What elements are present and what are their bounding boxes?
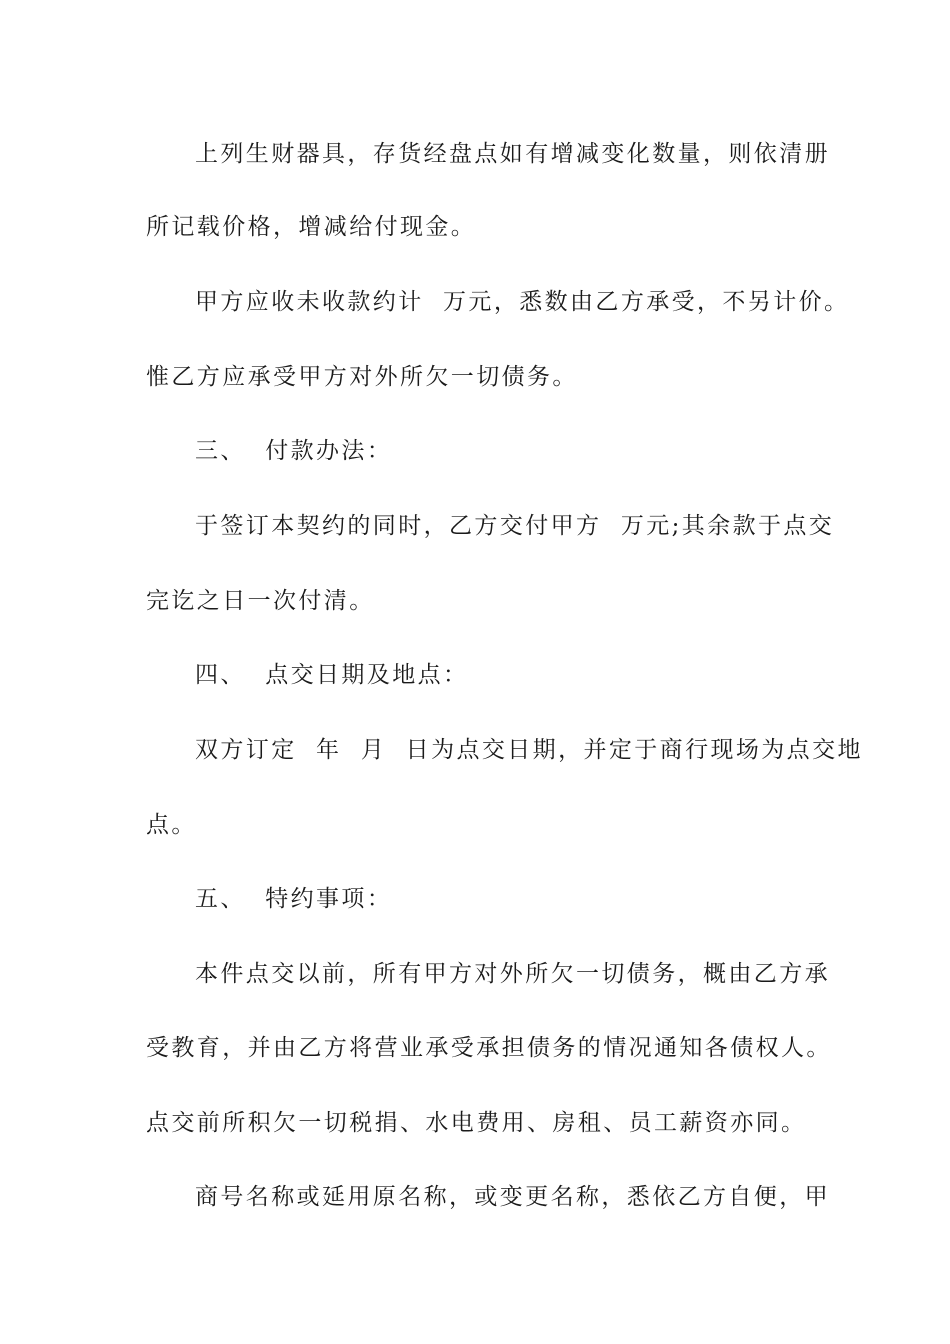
- section-heading-delivery: 四、 点交日期及地点：: [195, 662, 469, 688]
- paragraph-line: 点交前所积欠一切税捐、水电费用、房租、员工薪资亦同。: [146, 1110, 807, 1136]
- paragraph-line: 双方订定 年 月 日为点交日期，并定于商行现场为点交地: [195, 737, 863, 763]
- section-heading-special-terms: 五、 特约事项：: [195, 886, 393, 912]
- paragraph-line: 于签订本契约的同时，乙方交付甲方 万元;其余款于点交: [195, 513, 835, 539]
- paragraph-line: 受教育，并由乙方将营业承受承担债务的情况通知各债权人。: [146, 1035, 832, 1061]
- paragraph-line: 商号名称或延用原名称，或变更名称，悉依乙方自便，甲: [195, 1184, 830, 1210]
- paragraph-line: 所记载价格，增减给付现金。: [146, 214, 477, 240]
- paragraph-line: 本件点交以前，所有甲方对外所欠一切债务，概由乙方承: [195, 961, 830, 987]
- paragraph-line: 上列生财器具，存货经盘点如有增减变化数量，则依清册: [195, 141, 830, 167]
- paragraph-line: 完讫之日一次付清。: [146, 588, 375, 614]
- paragraph-line: 点。: [146, 812, 197, 838]
- paragraph-line: 甲方应收未收款约计 万元，悉数由乙方承受，不另计价。: [195, 289, 850, 315]
- section-heading-payment: 三、 付款办法：: [195, 438, 393, 464]
- paragraph-line: 惟乙方应承受甲方对外所欠一切债务。: [146, 364, 578, 390]
